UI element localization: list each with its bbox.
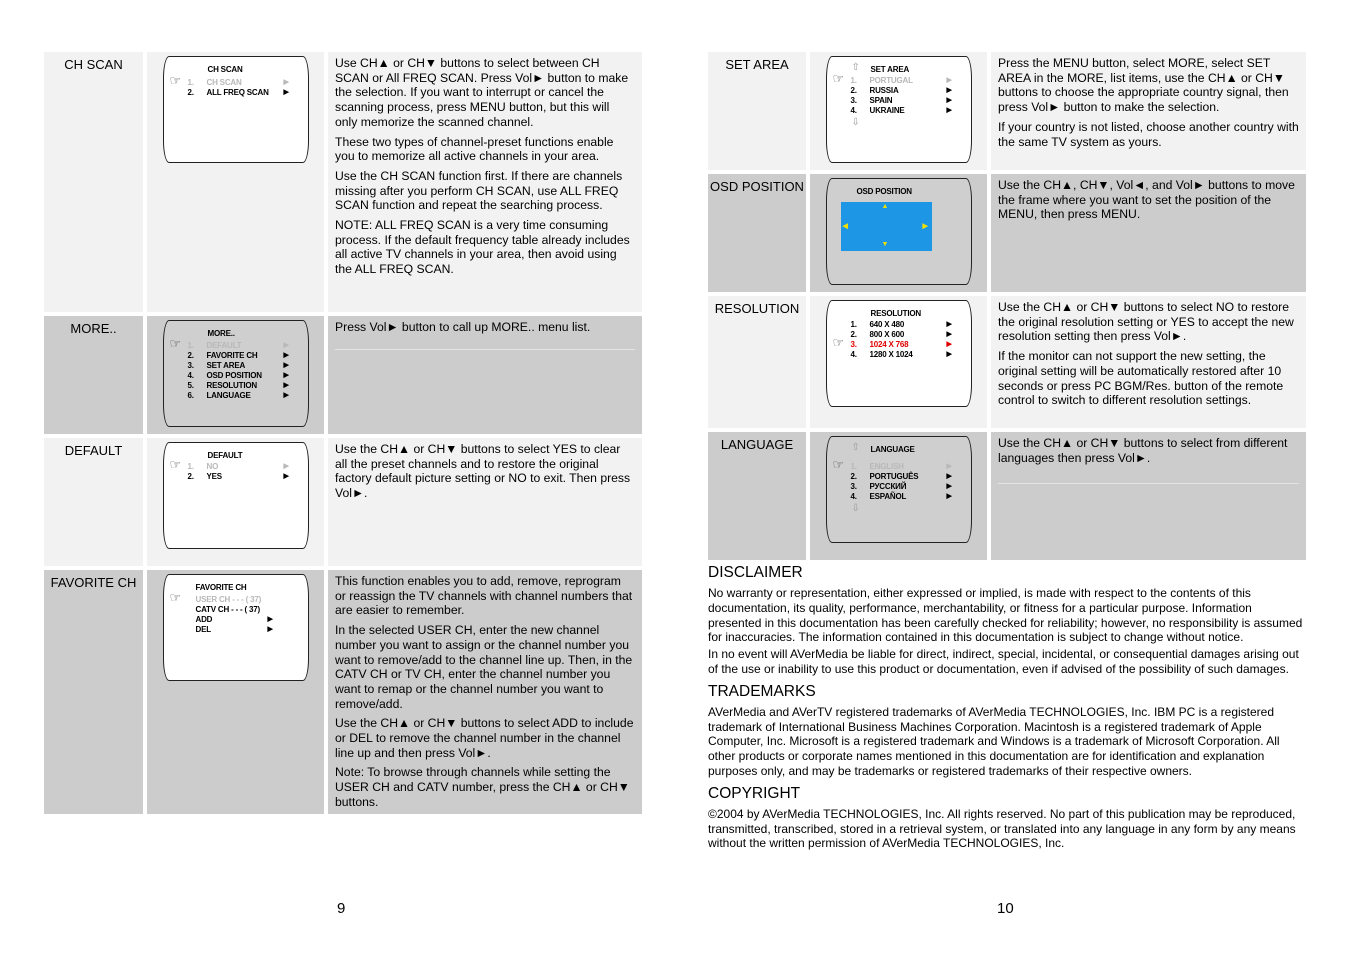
screen-title: MORE.. [207, 329, 235, 338]
pointing-hand-icon: ☞ [169, 590, 181, 605]
paragraph: Use the CH▲ or CH▼ buttons to select from different languages then press Vol►. [998, 436, 1288, 465]
row-label: CH SCAN [44, 52, 143, 312]
tv-screen [163, 320, 309, 427]
row-set-area [708, 52, 1306, 170]
menu-screen [147, 316, 324, 434]
description [328, 438, 642, 566]
tv-screen [826, 436, 972, 543]
description [328, 52, 642, 312]
pointing-hand-icon: ☞ [169, 457, 181, 472]
row-label: MORE.. [44, 316, 143, 434]
menu-screen [810, 52, 987, 170]
screen-item: 2. 800 X 600 ▶ [850, 330, 952, 339]
menu-screen [810, 432, 987, 560]
screen-item: 1. ENGLISH ▶ [850, 462, 952, 471]
paragraph: Press the MENU button, select MORE, select SET AREA in the MORE, list items, use the CH▲ or CH▼ buttons to choose the appropriate country signal, then press Vol► button to make the selection. [998, 56, 1289, 115]
arrow-up-icon: ▲ [881, 203, 889, 210]
screen-item: 1. PORTUGAL ▶ [850, 76, 952, 85]
description [328, 316, 642, 434]
scroll-up-icon: ⇧ [851, 62, 860, 73]
screen-item: 1. CH SCAN ▶ [187, 78, 289, 87]
osd-position-frame [841, 202, 932, 251]
screen-item: DEL ▶ [195, 625, 273, 634]
tv-screen [163, 442, 309, 549]
paragraph: AVerMedia and AVerTV registered trademarks of AVerMedia TECHNOLOGIES, Inc. IBM PC is a registered trademark of International Business Machines Corporation. Macintosh is a registered trademark of Apple Computer, Inc. Microsoft is a registered trademark and Windows is a trademark of Microsoft Corporation. All other products or corporate names mentioned in this documentation are for identification and explanation purposes only, and may be trademarks or registered trademarks of their respective owners. [708, 704, 1280, 778]
menu-screen [147, 52, 324, 312]
screen-title: FAVORITE CH [195, 583, 247, 592]
screen-item: ADD ▶ [195, 615, 273, 624]
menu-screen [810, 296, 987, 428]
row-resolution [708, 296, 1306, 428]
tv-screen [163, 574, 309, 681]
screen-item: 2. ALL FREQ SCAN ▶ [187, 88, 289, 97]
description [991, 296, 1306, 428]
section-heading: TRADEMARKS [708, 682, 816, 700]
pointing-hand-icon: ☞ [832, 457, 844, 472]
screen-title: CH SCAN [207, 65, 243, 74]
arrow-right-icon: ▶ [922, 223, 928, 230]
row-language [708, 432, 1306, 560]
pointing-hand-icon: ☞ [832, 335, 844, 350]
screen-item: 3. SPAIN ▶ [850, 96, 952, 105]
tv-screen [826, 56, 972, 163]
paragraph: This function enables you to add, remove, reprogram or reassign the TV channels with channel numbers that are easier to remember. [335, 574, 633, 618]
divider [998, 483, 1299, 484]
disclaimer-section [708, 564, 1306, 677]
page-9 [44, 52, 642, 818]
screen-item: 2. RUSSIA ▶ [850, 86, 952, 95]
row-ch-scan [44, 52, 642, 312]
tv-screen [826, 178, 972, 285]
pointing-hand-icon: ☞ [169, 336, 181, 351]
tv-screen [826, 300, 972, 407]
tv-screen [163, 56, 309, 163]
menu-screen [147, 438, 324, 566]
description [328, 570, 642, 814]
screen-title: LANGUAGE [870, 445, 915, 454]
description [991, 432, 1306, 560]
paragraph: Use the CH▲ or CH▼ buttons to select NO to restore the original resolution setting or YES to accept the new resolution setting then press Vol►. [998, 300, 1294, 344]
paragraph: No warranty or representation, either expressed or implied, is made with respect to the contents of this documentation, its quality, performance, merchantability, or fitness for a particular purpose. Information presented in this documentation has been carefully checked for reliability; however, no responsibility is assumed for inaccuracies. The information contained in this documentation is subject to change without notice. [708, 586, 1303, 645]
row-label: SET AREA [708, 52, 806, 170]
paragraph: These two types of channel-preset functions enable you to memorize all active channels in your area. [335, 134, 614, 164]
menu-screen [810, 174, 987, 292]
screen-item: 4. 1280 X 1024 ▶ [850, 350, 952, 359]
screen-item: 2. PORTUGUÊS ▶ [850, 472, 952, 481]
paragraph: Note: To browse through channels while setting the USER CH and CATV number, press the CH▲ or CH▼ buttons. [335, 765, 630, 809]
paragraph: Use the CH▲ or CH▼ buttons to select ADD to include or DEL to remove the channel number in the channel line up and then press Vol►. [335, 716, 634, 760]
screen-item: 5. RESOLUTION ▶ [187, 381, 289, 390]
paragraph: Use the CH SCAN function first. If there are channels missing after you perform CH SCAN, use ALL FREQ SCAN function and repeat the searching process. [335, 168, 623, 213]
arrow-down-icon: ▼ [881, 241, 889, 248]
pointing-hand-icon: ☞ [832, 71, 844, 86]
screen-title: SET AREA [870, 65, 910, 74]
row-favorite-ch [44, 570, 642, 814]
paragraph: Use CH▲ or CH▼ buttons to select between CH SCAN or All FREQ SCAN. Press Vol► button to make the selection. If you want to interrupt or cancel the scanning process, press MENU button, but this will only memorize the scanned channel. [335, 56, 629, 129]
screen-item: 1. 640 X 480 ▶ [850, 320, 952, 329]
description [991, 174, 1306, 292]
page-number: 10 [997, 900, 1014, 917]
paragraph: NOTE: ALL FREQ SCAN is a very time consuming process. If the default frequency table already includes all active TV channels in your area, then avoid using the ALL FREQ SCAN. [335, 218, 630, 277]
screen-item: 2. FAVORITE CH ▶ [187, 351, 289, 360]
paragraph: ©2004 by AVerMedia TECHNOLOGIES, Inc. All rights reserved. No part of this publication may be reproduced, transmitted, transcribed, stored in a retrieval system, or translated into any language in any form by any means without the written permission of AVerMedia TECHNOLOGIES, Inc. [708, 806, 1296, 851]
screen-item: 6. LANGUAGE ▶ [187, 391, 289, 400]
screen-item: 4. OSD POSITION ▶ [187, 371, 289, 380]
scroll-down-icon: ⇩ [851, 503, 860, 514]
menu-screen [147, 570, 324, 814]
paragraph: Use the CH▲, CH▼, Vol◄, and Vol► buttons to move the frame where you want to set the position of the MENU, then press MENU. [998, 178, 1295, 222]
screen-item: 4. ESPAÑOL ▶ [850, 492, 952, 501]
paragraph: In the selected USER CH, enter the new channel number you want to assign or the channel number you want to remove/add to the channel line up. Then, in the CATV CH or TV CH, enter the channel number you want to remap or the channel number you want to remove/add. [335, 623, 633, 711]
page-10 [708, 52, 1306, 857]
screen-title: DEFAULT [207, 451, 243, 460]
scroll-up-icon: ⇧ [851, 442, 860, 453]
row-label: FAVORITE CH [44, 570, 143, 814]
pointing-hand-icon: ☞ [169, 73, 181, 88]
row-default [44, 438, 642, 566]
row-label: LANGUAGE [708, 432, 806, 560]
screen-item: CATV CH - - - ( 37) [195, 605, 260, 614]
screen-title: OSD POSITION [856, 187, 912, 196]
copyright-section [708, 785, 1306, 851]
screen-title: RESOLUTION [870, 309, 921, 318]
divider [335, 349, 635, 350]
scroll-down-icon: ⇩ [851, 117, 860, 128]
screen-item: 1. DEFAULT ▶ [187, 341, 289, 350]
section-heading: COPYRIGHT [708, 784, 801, 802]
description [991, 52, 1306, 170]
paragraph: In no event will AVerMedia be liable for direct, indirect, special, incidental, or consequential damages arising out of the use or inability to use this product or documentation, even if advised of the possibility of such damages. [708, 647, 1299, 676]
trademarks-section [708, 683, 1306, 779]
row-osd-position [708, 174, 1306, 292]
paragraph: Press Vol► button to call up MORE.. menu list. [335, 320, 591, 334]
screen-item: 4. UKRAINE ▶ [850, 106, 952, 115]
row-more [44, 316, 642, 434]
screen-item: 1. NO ▶ [187, 462, 289, 471]
row-label: DEFAULT [44, 438, 143, 566]
section-heading: DISCLAIMER [708, 564, 803, 581]
paragraph: Use the CH▲ or CH▼ buttons to select YES to clear all the preset channels and to restore the original factory default picture setting or NO to exit. Then press Vol►. [335, 442, 631, 501]
screen-item: 3. РУССКИЙ ▶ [850, 482, 952, 491]
screen-item: 3. SET AREA ▶ [187, 361, 289, 370]
screen-item-selected: 3. 1024 X 768 ▶ [850, 340, 952, 349]
screen-item: 2. YES ▶ [187, 472, 289, 481]
page-number: 9 [337, 900, 346, 917]
paragraph: If your country is not listed, choose another country with the same TV system as yours. [998, 119, 1299, 149]
row-label: RESOLUTION [708, 296, 806, 428]
paragraph: If the monitor can not support the new setting, the original setting will be automatically restored after 10 seconds or press PC BGM/Res. button of the remote control to switch to different resolution settings. [998, 349, 1284, 408]
arrow-left-icon: ◀ [842, 223, 848, 230]
screen-item: USER CH - - - ( 37) [195, 595, 262, 604]
row-label: OSD POSITION [708, 174, 806, 292]
